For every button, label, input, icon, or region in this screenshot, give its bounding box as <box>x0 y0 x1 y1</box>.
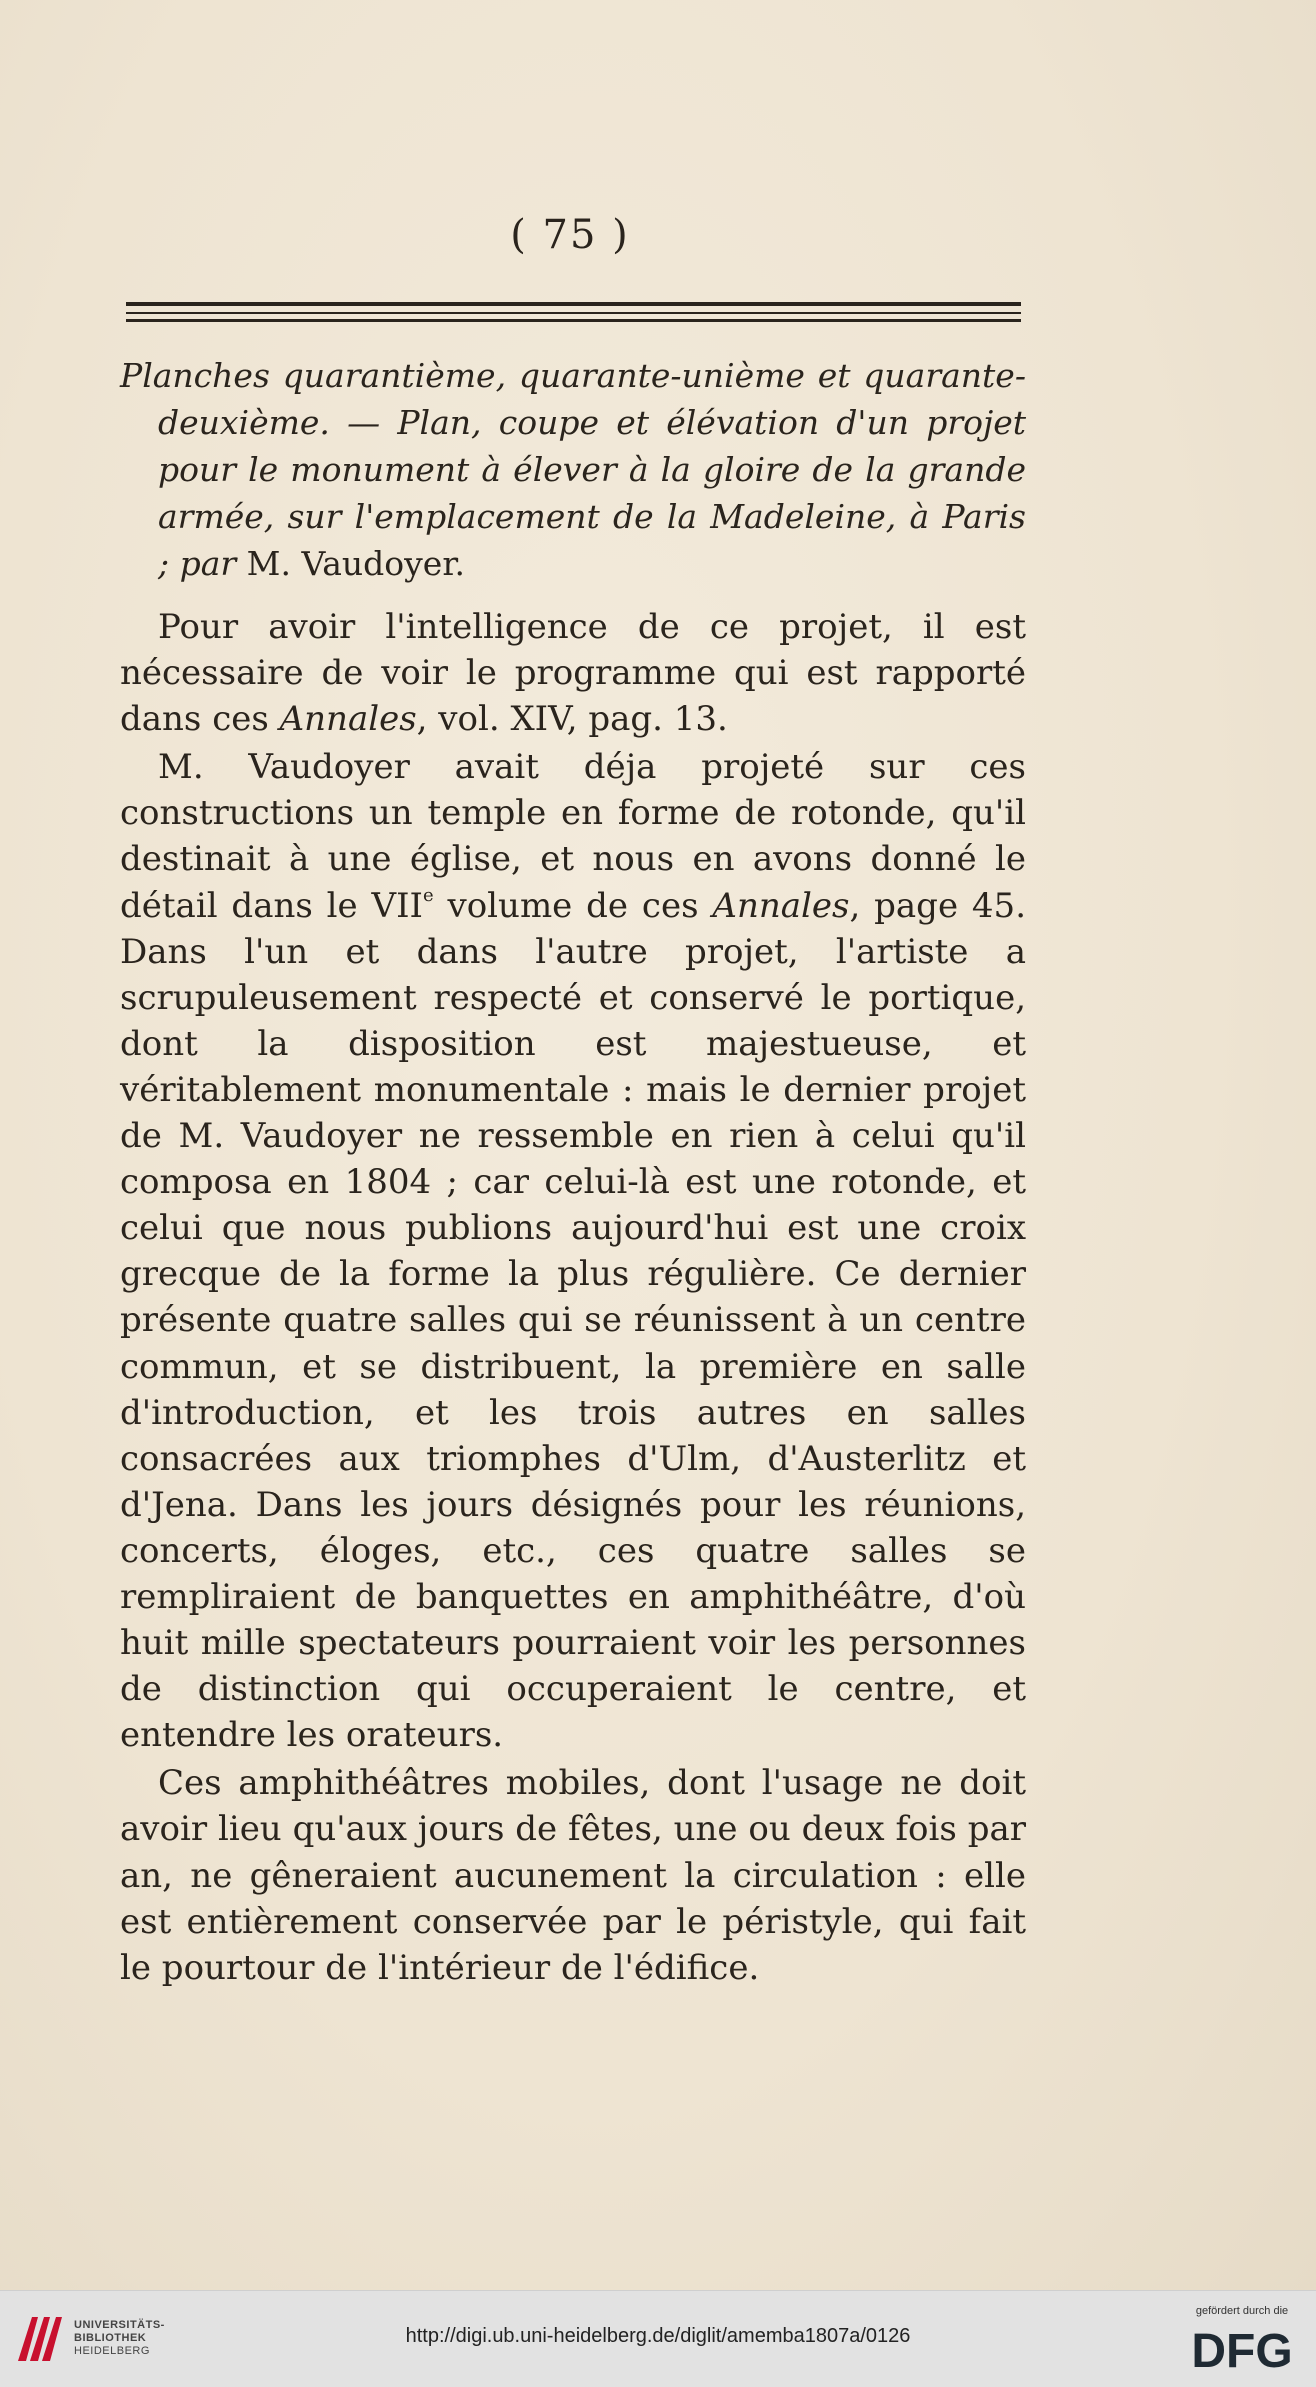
paragraph-text: , vol. XIV, pag. 13. <box>416 699 728 740</box>
paragraph-text: M. Vaudoyer avait déja projeté sur ces constructions un temple en forme de rotonde, qu'il destinait à une église, et nous en avons donné le détail dans le VII <box>120 747 1026 926</box>
paragraph-text: Ces amphithéâtres mobiles, dont l'usage ne doit avoir lieu qu'aux jours de fêtes, une ou deux fois par an, ne gêneraient aucunement la circulation : elle est entièrement conservée par le péristyle, qui fait le pourtour de l'intérieur de l'édifice. <box>120 1763 1026 1988</box>
italic-title: Annales <box>279 699 417 740</box>
paragraph <box>120 1760 1026 1990</box>
header-rule <box>126 319 1021 322</box>
library-name-line: HEIDELBERG <box>74 2345 150 2357</box>
plate-heading <box>120 352 1026 587</box>
permalink-url[interactable]: http://digi.ub.uni-heidelberg.de/diglit/amemba1807a/0126 <box>405 2325 911 2347</box>
paragraph <box>120 604 1026 742</box>
heading-continuation <box>120 399 1026 587</box>
superscript: e <box>422 884 434 906</box>
heading-author: M. Vaudoyer. <box>246 544 465 583</box>
header-rule <box>126 302 1021 306</box>
funder-block <box>1182 2305 1302 2377</box>
header-rule <box>126 312 1021 314</box>
library-name-line: UNIVERSITÄTS- <box>74 2319 165 2331</box>
heading-text: deuxième. — Plan, coupe et élévation d'un projet pour le monument à élever à la gloire de la grande armée, sur l'emplacement de la Madeleine, à Paris ; par <box>158 403 1026 583</box>
paragraph <box>120 744 1026 1758</box>
library-name-line: BIBLIOTHEK <box>74 2332 147 2344</box>
dfg-logo-icon <box>1182 2319 1302 2377</box>
funder-name: DFG <box>1191 2325 1293 2377</box>
viewer-footer <box>0 2290 1316 2387</box>
heading-first-line: Planches quarantième, quarante-unième et quarante- <box>120 356 1026 395</box>
italic-title: Annales <box>712 885 850 926</box>
article-body <box>120 604 1026 1991</box>
funder-caption: gefördert durch die <box>1195 2305 1289 2317</box>
paragraph-text: Pour avoir l'intelligence de ce projet, il est nécessaire de voir le programme qui est rapporté dans ces <box>120 607 1026 740</box>
paragraph-text: , page 45. Dans l'un et dans l'autre projet, l'artiste a scrupuleusement respecté et conservé le portique, dont la disposition est majestueuse, et véritablement monumentale : mais le dernier projet de M. Vaudoyer ne ressemble en rien à celui qu'il composa en 1804 ; car celui-là est une rotonde, et celui que nous publions aujourd'hui est une croix grecque de la forme la plus régulière. Ce dernier présente quatre salles qui se réunissent à un centre commun, et se distribuent, la première en salle d'introduction, et les trois autres en salles consacrées aux triomphes d'Ulm, d'Austerlitz et d'Jena. Dans les jours désignés pour les réunions, concerts, éloges, etc., ces quatre salles se rempliraient de banquettes en amphithéâtre, d'où huit mille spectateurs pourraient voir les personnes de distinction qui occuperaient le centre, et entendre les orateurs. <box>120 885 1027 1756</box>
paragraph-text: volume de ces <box>433 885 713 926</box>
page-number: ( 75 ) <box>510 212 630 258</box>
